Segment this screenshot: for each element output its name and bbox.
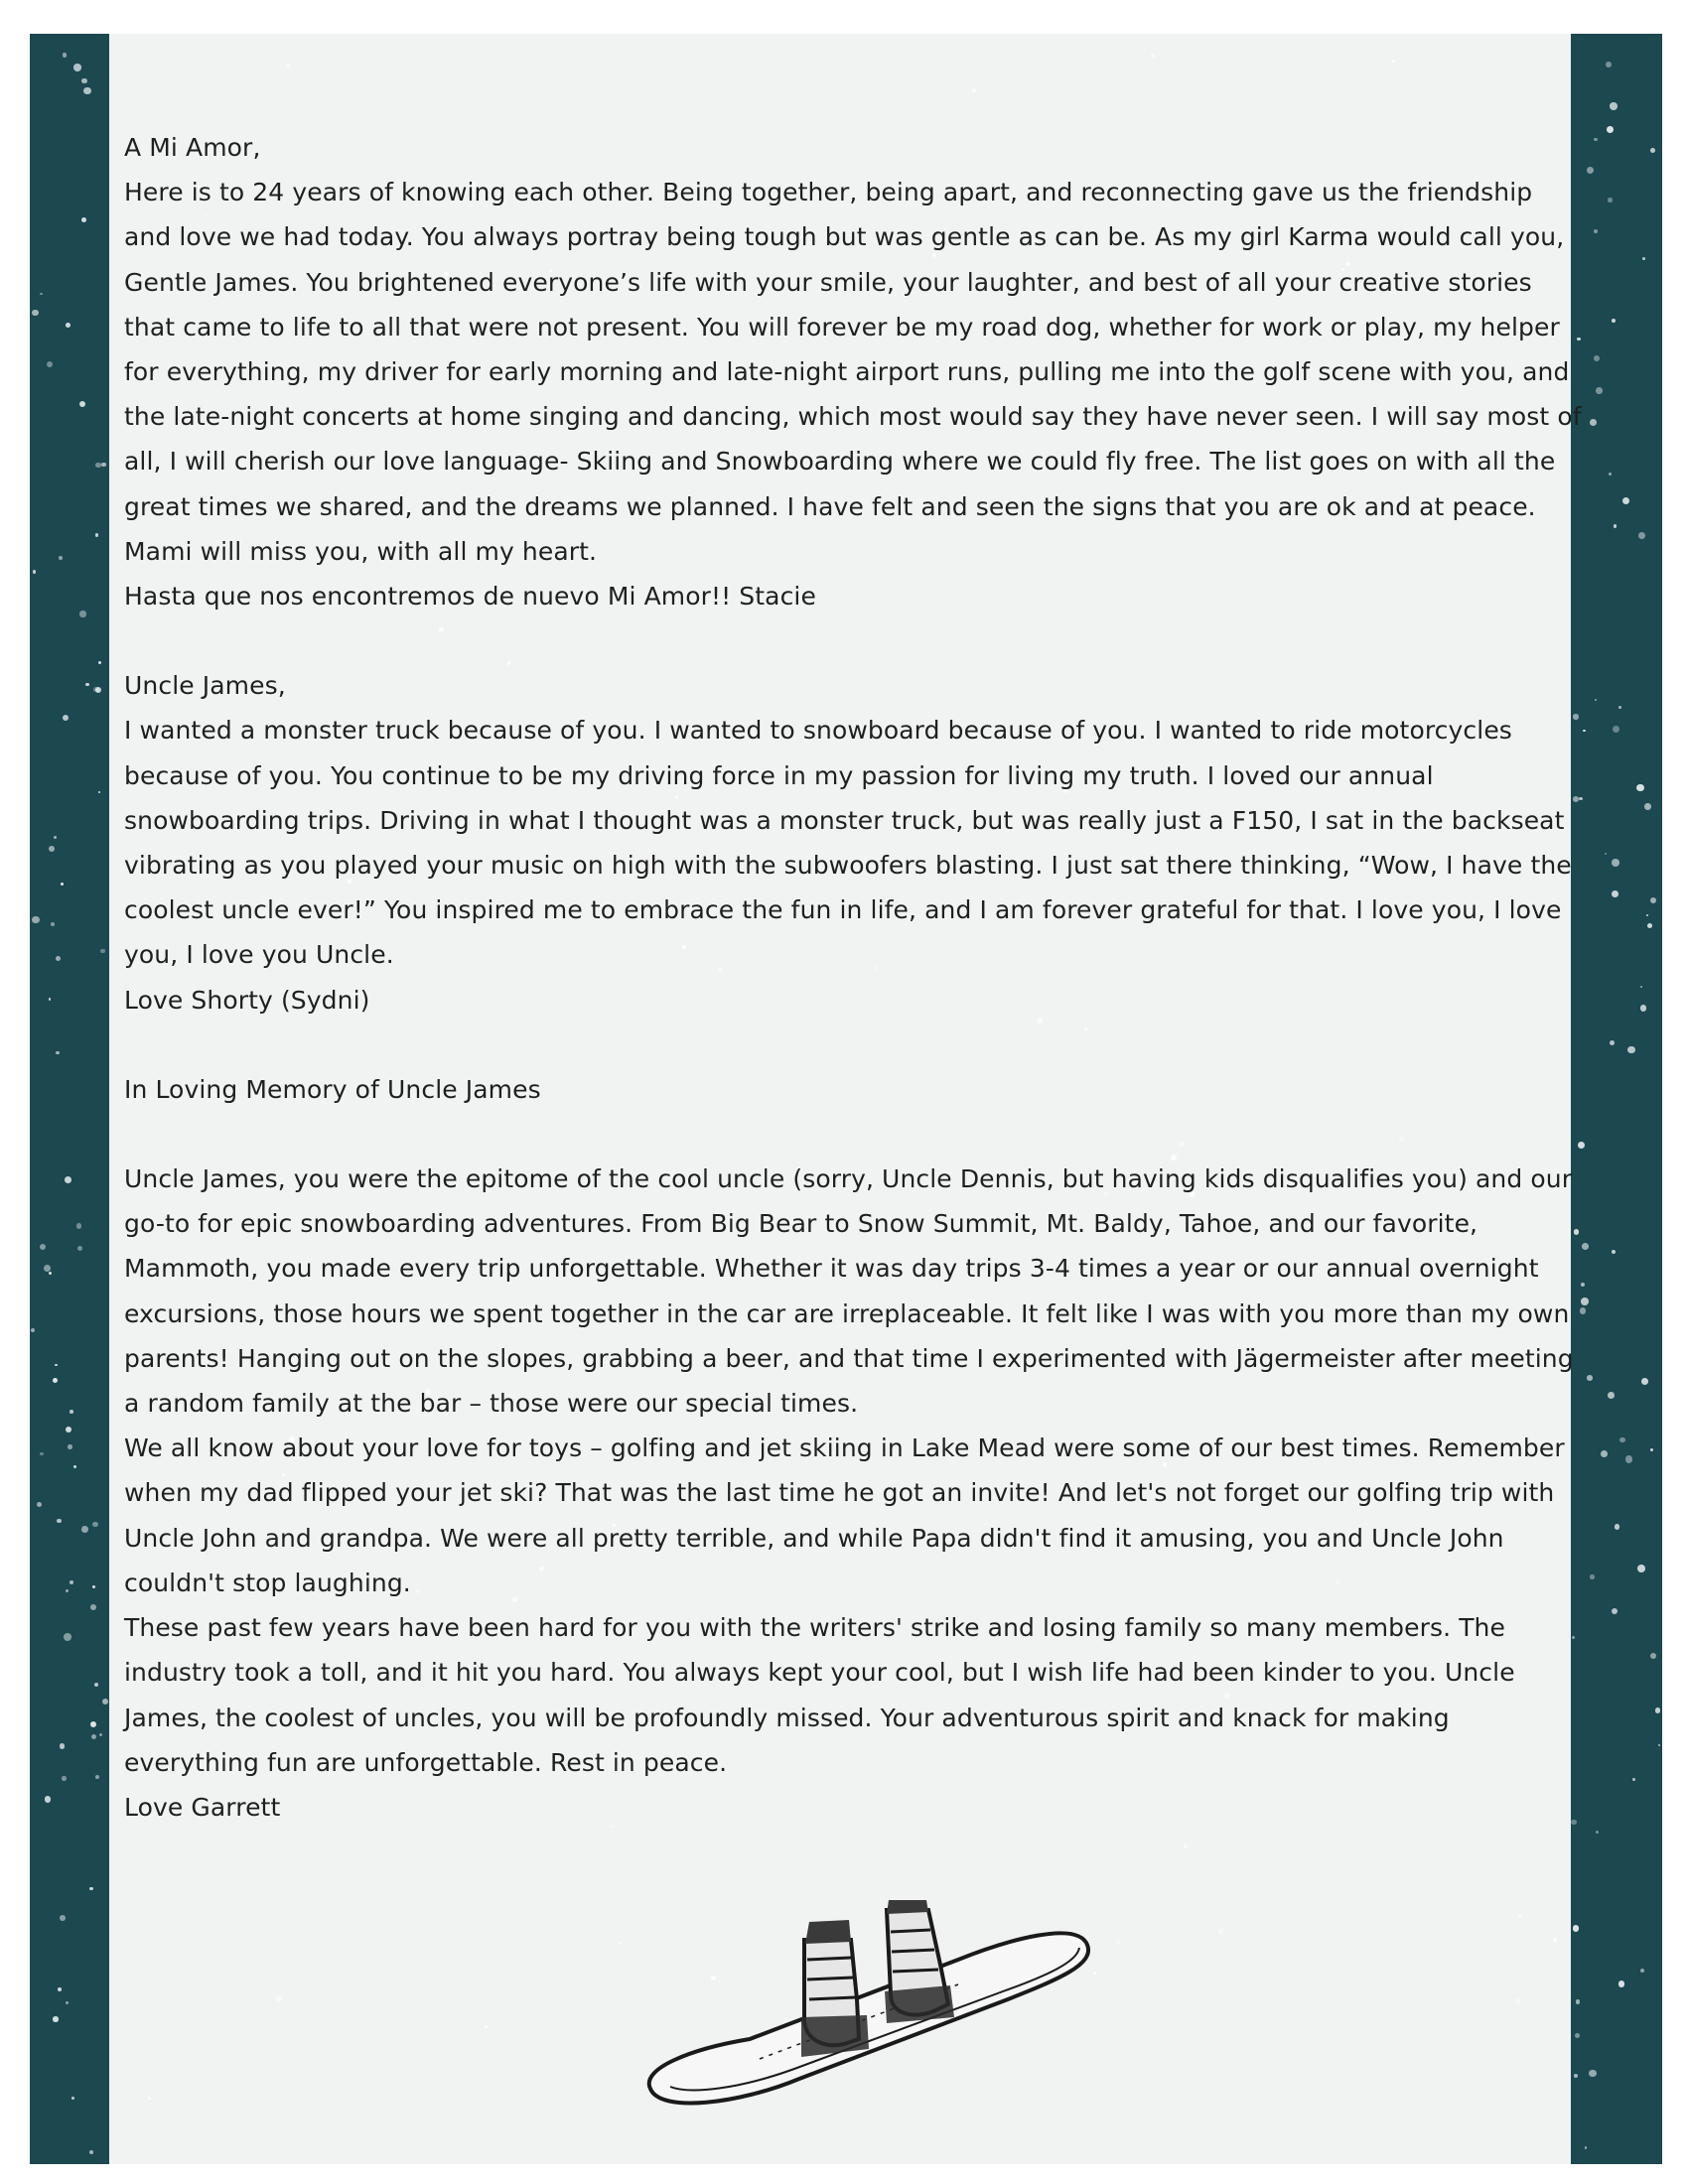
snow-speck	[92, 1585, 96, 1589]
snow-speck	[1640, 1005, 1647, 1012]
right-decorative-bar	[1571, 34, 1662, 2164]
snow-speck	[57, 1519, 62, 1524]
left-decorative-bar	[30, 34, 109, 2164]
snow-speck	[1587, 167, 1594, 174]
snow-speck	[66, 1427, 71, 1433]
snow-speck	[1590, 1574, 1594, 1578]
snow-speck	[40, 1244, 46, 1250]
snow-speck	[1575, 2033, 1580, 2038]
snow-speck	[73, 1465, 76, 1468]
snow-speck	[1615, 1524, 1619, 1529]
snow-speck	[1184, 1844, 1188, 1848]
memorial-page	[30, 34, 1662, 2164]
snow-speck	[1612, 859, 1619, 867]
snow-speck	[53, 2016, 59, 2022]
snow-speck	[1589, 2070, 1596, 2077]
snow-speck	[1218, 1929, 1223, 1934]
letter-sydni	[124, 663, 1584, 1023]
paragraph: Here is to 24 years of knowing each other. Being together, being apart, and reconnecting gave us the friendship and love we had today. You always portray being tough but was gentle as can be. As my girl Karma would call you, Gentle James. You brightened everyone’s life with your smile, your laughter, and best of all your creative stories that came to life to all that were not present. You will forever be my road dog, whether for work or play, my helper for everything, my driver for early morning and late-night airport runs, pulling me into the golf scene with you, and the late-night concerts at home singing and dancing, which most would say they have never seen. I will say most of all, I will cherish our love language- Skiing and Snowboarding where we could fly free. The list goes on with all the great times we shared, and the dreams we planned. I have felt and seen the signs that you are ok and at peace. Mami will miss you, with all my heart.	[124, 178, 1582, 566]
snow-speck	[98, 791, 101, 794]
snow-speck	[89, 2150, 93, 2154]
snow-speck	[1612, 1608, 1618, 1614]
snow-speck	[1640, 986, 1642, 988]
salutation: A Mi Amor,	[124, 133, 261, 162]
snow-speck	[1596, 1831, 1599, 1834]
snow-speck	[1594, 138, 1598, 142]
snow-speck	[60, 1743, 66, 1749]
snow-speck	[1610, 1040, 1615, 1045]
snow-speck	[49, 998, 52, 1001]
snow-speck	[37, 1502, 43, 1508]
snow-speck	[1606, 62, 1612, 68]
snow-speck	[1632, 1778, 1635, 1781]
snow-speck	[77, 1246, 82, 1251]
snow-speck	[32, 310, 39, 317]
snow-speck	[1641, 1378, 1648, 1385]
snow-speck	[66, 323, 70, 328]
snow-speck	[99, 1733, 102, 1736]
snow-speck	[102, 1699, 108, 1705]
snow-speck	[85, 683, 89, 687]
snow-speck	[68, 1444, 72, 1449]
snow-speck	[94, 1683, 98, 1687]
letters-content	[124, 125, 1584, 1830]
snow-speck	[95, 533, 99, 537]
snow-speck	[1609, 473, 1612, 476]
snow-speck	[1594, 355, 1600, 361]
snow-speck	[83, 87, 90, 94]
snow-speck	[1576, 1999, 1581, 2004]
snow-speck	[1612, 1250, 1616, 1254]
snow-speck	[1573, 1925, 1579, 1931]
snow-speck	[79, 401, 85, 407]
snow-speck	[1518, 1914, 1522, 1918]
snow-speck	[1607, 126, 1614, 133]
snow-speck	[276, 1995, 281, 2000]
paragraph: I wanted a monster truck because of you. I wanted to snowboard because of you. I wanted to ride motorcycles because of you. You continue to be my driving force in my passion for living my truth. I loved our annual snowboarding trips. Driving in what I thought was a monster truck, but was really just a F150, I sat in the backseat vibrating as you played your music on high with the subwoofers blasting. I just sat there thinking, “Wow, I have the coolest uncle ever!” You inspired me to embrace the fun in life, and I am forever grateful for that. I love you, I love you, I love you Uncle.	[124, 716, 1572, 970]
snow-speck	[56, 1051, 59, 1054]
snow-speck	[71, 2097, 74, 2100]
snow-speck	[1627, 1046, 1635, 1054]
snow-speck	[40, 293, 43, 296]
snow-speck	[59, 556, 63, 560]
snow-speck	[1650, 897, 1656, 903]
snow-speck	[47, 361, 54, 368]
snow-speck	[148, 2097, 151, 2100]
snow-speck	[1392, 60, 1394, 62]
snow-speck	[1637, 1565, 1645, 1572]
snow-speck	[1655, 1707, 1661, 1713]
snow-speck	[49, 1272, 52, 1275]
letter-garrett	[124, 1067, 1584, 1830]
snow-speck	[1612, 890, 1618, 897]
snow-speck	[1658, 1744, 1661, 1747]
snow-speck	[55, 1364, 57, 1366]
snow-speck	[1594, 229, 1598, 233]
snow-speck	[1601, 1450, 1608, 1457]
paragraph: These past few years have been hard for you with the writers' strike and losing family so many members. The industry took a toll, and it hit you hard. You always kept your cool, but I wish life had been kinder to you. Uncle James, the coolest of uncles, you will be profoundly missed. Your adventurous spirit and knack for making everything fun are unforgettable. Rest in peace.	[124, 1613, 1515, 1777]
snow-speck	[1553, 1938, 1557, 1942]
signature: Love Shorty (Sydni)	[124, 985, 370, 1015]
snow-speck	[79, 611, 85, 616]
snow-speck	[31, 1328, 35, 1332]
snow-speck	[66, 2001, 69, 2004]
snow-speck	[1595, 699, 1597, 701]
snow-speck	[1636, 784, 1644, 792]
snow-speck	[90, 1604, 96, 1610]
snow-speck	[70, 1580, 73, 1584]
snow-speck	[95, 1775, 100, 1780]
snow-speck	[58, 1987, 62, 1991]
snow-speck	[1605, 853, 1607, 855]
salutation: Uncle James,	[124, 671, 286, 701]
snow-speck	[91, 1734, 96, 1739]
snow-speck	[1618, 1980, 1625, 1987]
snow-speck	[65, 1176, 71, 1183]
snow-speck	[63, 53, 67, 57]
snow-speck	[95, 687, 101, 693]
snow-speck	[1590, 419, 1597, 426]
snow-speck	[1151, 54, 1155, 58]
snow-speck	[1642, 257, 1645, 260]
snow-speck	[1622, 497, 1629, 504]
snow-speck	[92, 1522, 97, 1527]
snow-speck	[62, 1776, 67, 1781]
snow-speck	[1650, 1448, 1654, 1452]
snow-speck	[1650, 1653, 1656, 1659]
paragraph: Uncle James, you were the epitome of the cool uncle (sorry, Uncle Dennis, but having kids disqualifies you) and our go-to for epic snowboarding adventures. From Big Bear to Snow Summit, Mt. Baldy, Tahoe, and our favorite, Mammoth, you made every trip unforgettable. Whether it was day trips 3-4 times a year or our annual overnight excursions, those hours we spent together in the car are irreplaceable. It felt like I was with you more than my own parents! Hanging out on the slopes, grabbing a beer, and that time I experimented with Jägermeister after meeting a random family at the bar – those were our special times.	[124, 1164, 1574, 1419]
snow-speck	[81, 78, 87, 84]
letter-stacie	[124, 125, 1584, 618]
snow-speck	[1650, 148, 1655, 153]
snow-speck	[61, 883, 63, 885]
paragraph: We all know about your love for toys – golfing and jet skiing in Lake Mead were some of our best times. Remember when my dad flipped your jet ski? That was the last time he got an invite! And let's not forget our golfing trip with Uncle John and grandpa. We were all pretty terrible, and while Papa didn't find it amusing, you and Uncle John couldn't stop laughing.	[124, 1433, 1565, 1597]
heading: In Loving Memory of Uncle James	[124, 1074, 541, 1104]
snow-speck	[89, 1887, 92, 1890]
signature: Love Garrett	[124, 1792, 281, 1822]
snow-speck	[81, 1526, 88, 1533]
snow-speck	[73, 64, 80, 70]
snow-speck	[53, 1378, 59, 1384]
snow-speck	[56, 956, 61, 961]
snow-speck	[1574, 2074, 1579, 2079]
snow-speck	[1117, 1941, 1120, 1944]
snow-speck	[1614, 524, 1617, 527]
snow-speck	[76, 1223, 82, 1229]
snow-speck	[98, 661, 101, 664]
snow-speck	[286, 64, 290, 68]
snow-speck	[45, 1796, 51, 1802]
snow-speck	[70, 1410, 73, 1414]
snow-speck	[40, 1452, 44, 1456]
snow-speck	[1618, 706, 1621, 709]
snow-speck	[64, 1633, 71, 1641]
snow-speck	[32, 916, 40, 924]
signature: Hasta que nos encontremos de nuevo Mi Amor!! Stacie	[124, 582, 816, 612]
snow-speck	[1515, 1998, 1521, 2004]
snow-speck	[1585, 2146, 1588, 2149]
snow-speck	[1610, 102, 1617, 109]
snow-speck	[51, 922, 55, 926]
snow-speck	[1608, 1392, 1615, 1399]
snow-speck	[1638, 532, 1645, 539]
snow-speck	[90, 1721, 96, 1727]
snow-speck	[54, 836, 57, 839]
snow-speck	[1619, 1437, 1625, 1443]
snow-speck	[60, 1915, 66, 1921]
snow-speck	[1587, 1375, 1593, 1381]
snow-speck	[1647, 923, 1653, 929]
snow-speck	[1608, 198, 1613, 203]
snow-speck	[1625, 1455, 1633, 1463]
snowboard-icon	[631, 1900, 1097, 2128]
snow-speck	[1612, 319, 1616, 323]
snow-speck	[95, 463, 100, 468]
snow-speck	[1644, 803, 1651, 810]
snow-speck	[63, 715, 69, 721]
snow-speck	[1613, 726, 1619, 733]
snow-speck	[1596, 387, 1603, 394]
snow-speck	[66, 1589, 69, 1592]
snow-speck	[100, 949, 105, 954]
snow-speck	[1646, 914, 1648, 916]
snow-speck	[101, 463, 106, 468]
snow-speck	[619, 1942, 622, 1945]
snow-speck	[49, 846, 55, 852]
snow-speck	[33, 570, 36, 573]
snow-speck	[81, 217, 86, 222]
snow-speck	[1640, 1969, 1644, 1973]
snow-speck	[972, 88, 976, 92]
snow-speck	[485, 2025, 488, 2028]
